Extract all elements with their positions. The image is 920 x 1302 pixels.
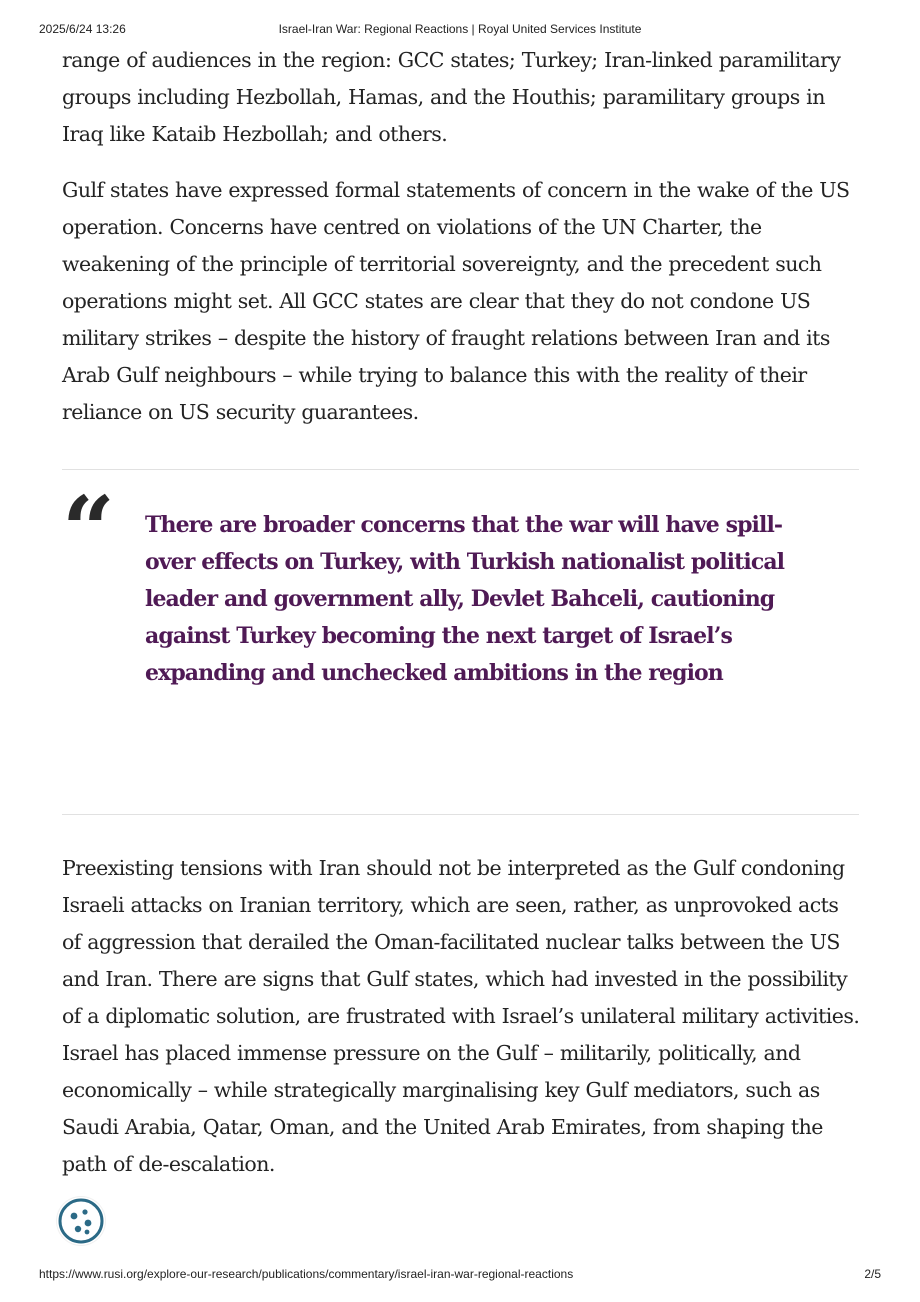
cookie-settings-button[interactable] [57, 1197, 105, 1245]
page-number: 2/5 [864, 1267, 881, 1281]
article-paragraph: range of audiences in the region: GCC states; Turkey; Iran-linked paramilitary groups including Hezbollah, Hamas, and the Houthis; paramilitary groups in Iraq like Kataib Hezbollah; and others. [62, 48, 841, 146]
quote-mark-icon: “ [62, 476, 115, 584]
article-paragraph: Gulf states have expressed formal statements of concern in the wake of the US operation. Concerns have centred on violations of the UN Charter, the weakening of the principle of territorial sovereignty, and the precedent such operations might set. All GCC states are clear that they do not condone US military strikes – despite the history of fraught relations between Iran and its Arab Gulf neighbours – while trying to balance this with the reality of their reliance on US security guarantees. [62, 178, 850, 424]
print-datetime: 2025/6/24 13:26 [39, 22, 126, 36]
page-url: https://www.rusi.org/explore-our-research/publications/commentary/israel-iran-war-regional-reactions [39, 1267, 574, 1281]
article-paragraph: Preexisting tensions with Iran should not be interpreted as the Gulf condoning Israeli attacks on Iranian territory, which are seen, rather, as unprovoked acts of aggression that derailed the Oman-facilitated nuclear talks between the US and Iran. There are signs that Gulf states, which had invested in the possibility of a diplomatic solution, are frustrated with Israel’s unilateral military activities. Israel has placed immense pressure on the Gulf – militarily, politically, and economically – while strategically marginalising key Gulf mediators, such as Saudi Arabia, Qatar, Oman, and the United Arab Emirates, from shaping the path of de-escalation. [62, 856, 860, 1176]
cookie-settings-icon [57, 1197, 105, 1245]
print-footer [39, 1267, 881, 1283]
print-page-title: Israel-Iran War: Regional Reactions | Royal United Services Institute [278, 22, 642, 36]
pull-quote-top-divider [62, 469, 859, 470]
pull-quote-bottom-divider [62, 814, 859, 815]
print-header [39, 22, 881, 38]
pull-quote-text: There are broader concerns that the war will have spill-over effects on Turkey, with Turkish nationalist political leader and government ally, Devlet Bahceli, cautioning against Turkey becoming the next target of Israel’s expanding and unchecked ambitions in the region [145, 512, 785, 686]
